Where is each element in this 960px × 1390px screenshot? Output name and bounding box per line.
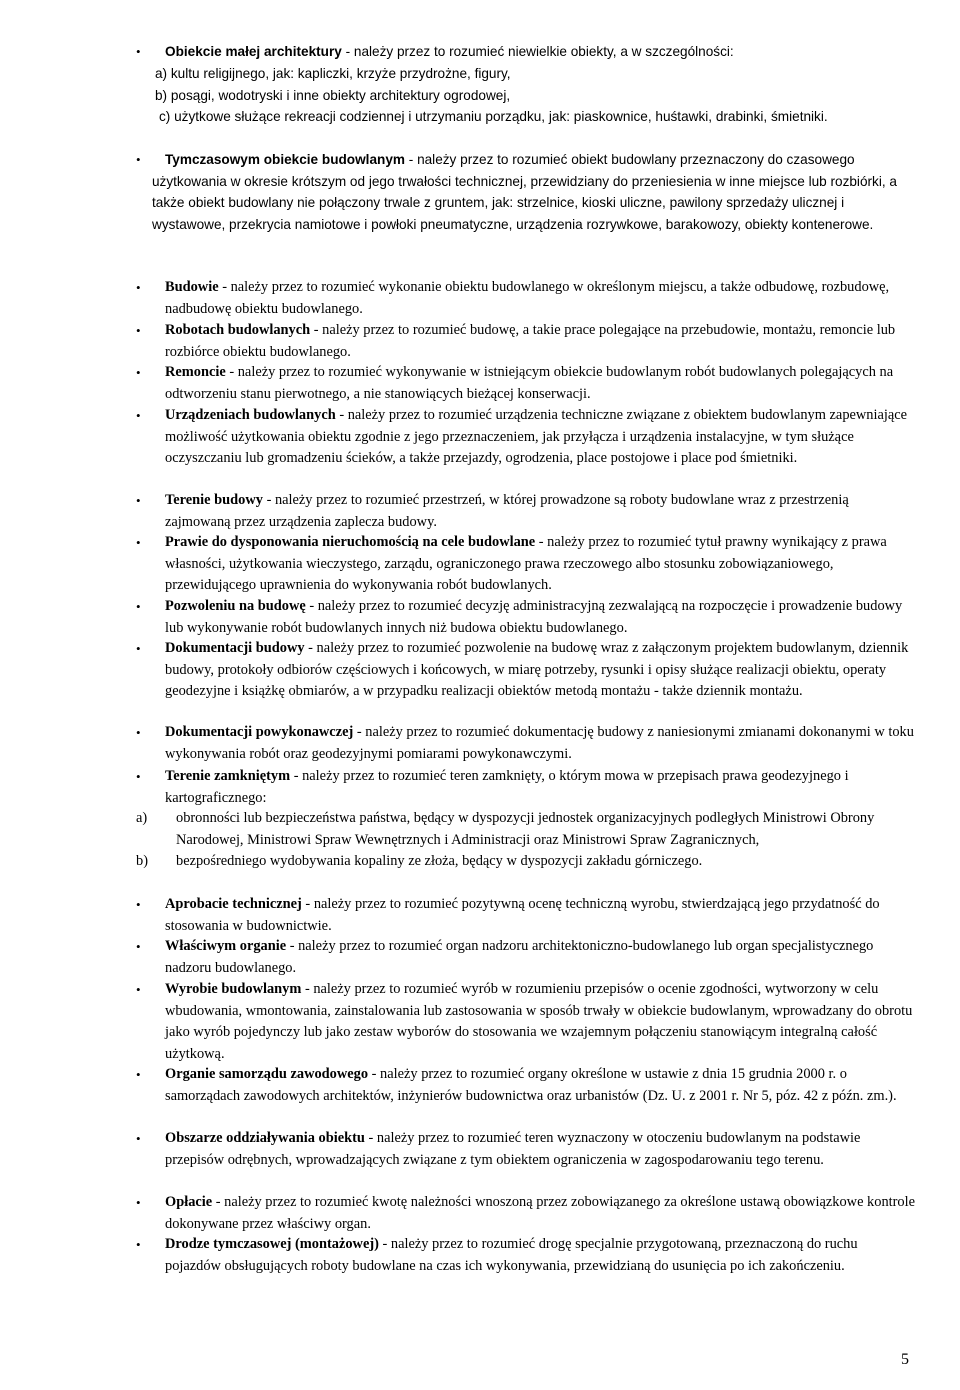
definition-text: - należy przez to rozumieć pozwolenie na budowę wraz z załączonym projektem budowlanym, dziennik budowy, protokoły odbiorów częściowych i końcowych, w miarę potrzeby, rysunki i opisy służące realizacji obiektu, operaty geodezyjne i książkę obmiarów, a w przypadku realizacji obiektów metodą montażu - także dziennik montażu. [165, 640, 909, 700]
bullet-icon [136, 1192, 141, 1214]
definition-text: - należy przez to rozumieć teren zamknięty, o którym mowa w przepisach prawa geodezyjnego i kartograficznego: [165, 768, 849, 806]
list-item: a) kultu religijnego, jak: kapliczki, krzyże przydrożne, figury, [155, 66, 511, 81]
definition-entry [165, 1128, 915, 1171]
definition-term: Terenie budowy [165, 492, 263, 508]
definition-entry [165, 1064, 915, 1107]
bullet-icon [136, 277, 141, 299]
definition-text: - należy przez to rozumieć drogę specjalnie przygotowaną, przeznaczoną do ruchu pojazdów obsługujących roboty budowlane na czas ich wykonywania, przewidzianą do usunięcia po ich zakończeniu. [165, 1236, 858, 1274]
definition-entry [165, 596, 915, 639]
definition-term: Tymczasowym obiekcie budowlanym [165, 152, 405, 167]
definition-term: Robotach budowlanych [165, 322, 311, 338]
definition-entry [165, 41, 915, 63]
list-item-label: b) [136, 853, 148, 870]
list-item-text: c) użytkowe służące rekreacji codziennej i utrzymaniu porządku, jak: piaskownice, huśtawki, drabinki, śmietniki. [159, 109, 828, 124]
bullet-icon [136, 320, 141, 342]
definition-text: - należy przez to rozumieć organy określone w ustawie z dnia 15 grudnia 2000 r. o samorządach zawodowych architektów, inżynierów budownictwa oraz urbanistów (Dz. U. z 2001 r. Nr 5, póz. 42 z późn. zm.). [165, 1066, 897, 1104]
bullet-icon [136, 936, 141, 958]
definition-text: - należy przez to rozumieć urządzenia techniczne związane z obiektem budowlanym zapewniające możliwość użytkowania obiektu zgodnie z jego przeznaczeniem, jak przyłącza i urządzenia instalacyjne, w tym służące oczyszczaniu lub gromadzeniu ścieków, a także przejazdy, ogrodzenia, place postojowe i place pod śmietniki. [165, 407, 908, 467]
definition-entry [165, 320, 915, 363]
closed-area-list [136, 808, 916, 873]
definition-text: - należy przez to rozumieć wykonywanie w istniejącym obiekcie budowlanym robót budowlanych polegających na odtworzeniu stanu pierwotnego, a nie stanowiących bieżącej konserwacji. [165, 364, 894, 402]
definition-text: - należy przez to rozumieć niewielkie obiekty, a w szczególności: [341, 44, 734, 59]
bullet-icon [136, 405, 141, 427]
list-item [159, 106, 899, 128]
definition-text: - należy przez to rozumieć teren wyznaczony w otoczeniu budowlanym na podstawie przepisów odrębnych, wprowadzających związane z tym obiektem ograniczenia w zagospodarowaniu tego terenu. [165, 1130, 861, 1168]
bullet-icon [136, 1128, 141, 1150]
definition-term: Organie samorządu zawodowego [165, 1066, 369, 1082]
bullet-icon [136, 532, 141, 554]
definition-entry [165, 638, 915, 703]
definition-text: - należy przez to rozumieć dokumentację budowy z naniesionymi zmianami dokonanymi w toku wykonywania robót oraz geodezyjnymi pomiarami powykonawczymi. [165, 724, 914, 762]
definition-text: - należy przez to rozumieć przestrzeń, w której prowadzone są roboty budowlane wraz z przestrzenią zajmowaną przez urządzenia zaplecza budowy. [165, 492, 849, 530]
bullet-icon [136, 362, 141, 384]
list-item [136, 808, 916, 851]
list-item-label: a) [136, 810, 148, 826]
bullet-icon [136, 1064, 141, 1086]
bullet-icon [136, 766, 141, 788]
definition-term: Urządzeniach budowlanych [165, 407, 336, 423]
definition-entry [165, 1234, 915, 1277]
definition-text: - należy przez to rozumieć pozytywną ocenę techniczną wyrobu, stwierdzającą jego przydatność do stosowania w budownictwie. [165, 896, 880, 934]
definition-entry [165, 405, 915, 470]
definition-term: Dokumentacji powykonawczej [165, 724, 354, 740]
definition-term: Aprobacie technicznej [165, 896, 302, 912]
bullet-icon [136, 596, 141, 618]
bullet-icon [136, 490, 141, 512]
definition-text: - należy przez to rozumieć organ nadzoru architektoniczno-budowlanego lub organ specjalistycznego nadzoru budowlanego. [165, 938, 874, 976]
definition-entry [165, 936, 915, 979]
definition-entry [165, 362, 915, 405]
list-item-text: bezpośredniego wydobywania kopaliny ze złoża, będący w dyspozycji zakładu górniczego. [176, 853, 703, 870]
definition-entry [165, 894, 915, 937]
definition-term: Remoncie [165, 364, 226, 380]
definition-text: - należy przez to rozumieć decyzję administracyjną zezwalającą na rozpoczęcie i prowadzenie budowy lub wykonywanie robót budowlanych innych niż budowa obiektu budowlanego. [165, 598, 903, 636]
definition-term: Obszarze oddziaływania obiektu [165, 1130, 365, 1146]
definition-entry [165, 532, 915, 597]
definition-term: Prawie do dysponowania nieruchomością na cele budowlane [165, 534, 536, 550]
definition-term: Właściwym organie [165, 938, 287, 954]
definition-entry [165, 979, 915, 1065]
definition-entry [152, 149, 912, 235]
bullet-icon [136, 1234, 141, 1256]
definition-entry [165, 722, 915, 765]
definition-term: Terenie zamkniętym [165, 768, 291, 784]
definition-entry [165, 277, 915, 320]
list-item [136, 851, 916, 873]
bullet-icon [136, 894, 141, 916]
bullet-icon [136, 979, 141, 1001]
page-number: 5 [901, 1351, 909, 1368]
list-item-text: obronności lub bezpieczeństwa państwa, będący w dyspozycji jednostek organizacyjnych podległych Ministrowi Obrony Narodowej, Ministrowi Spraw Wewnętrznych i Administracji oraz Ministrowi Spraw Zagranicznych, [176, 810, 875, 848]
bullet-icon [136, 149, 141, 171]
bullet-icon [136, 41, 141, 63]
definition-term: Wyrobie budowlanym [165, 981, 302, 997]
definition-term: Obiekcie małej architektury [165, 44, 342, 59]
bullet-icon [136, 722, 141, 744]
list-item: b) posągi, wodotryski i inne obiekty architektury ogrodowej, [155, 88, 511, 103]
definition-text: - należy przez to rozumieć wyrób w rozumieniu przepisów o ocenie zgodności, wytworzony w celu wbudowania, wmontowania, zainstalowania lub zastosowania w sposób trwały w obiekcie budowlanym, wprowadzany do obrotu jako wyrób pojedynczy lub jako zestaw wyborów do stosowania we wzajemnym połączeniu stanowiącym integralną całość użytkową. [165, 981, 913, 1062]
bullet-icon [136, 638, 141, 660]
definition-text: - należy przez to rozumieć obiekt budowlany przeznaczony do czasowego użytkowania w okresie krótszym od jego trwałości technicznej, przewidziany do przeniesienia w inne miejsce lub rozbiórki, a także obiekt budowlany nie połączony trwale z gruntem, jak: strzelnice, kioski uliczne, pawilony sprzedaży ulicznej i wystawowe, przekrycia namiotowe i powłoki pneumatyczne, urządzenia rozrywkowe, barakowozy, obiekty kontenerowe. [152, 152, 897, 232]
definition-text: - należy przez to rozumieć budowę, a takie prace polegające na przebudowie, montażu, remoncie lub rozbiórce obiektu budowlanego. [165, 322, 896, 360]
definition-term: Drodze tymczasowej (montażowej) [165, 1236, 379, 1252]
definition-entry [165, 490, 915, 533]
definition-entry [165, 766, 915, 809]
definition-text: - należy przez to rozumieć kwotę należności wnoszoną przez zobowiązanego za określone ustawą obowiązkowe kontrole dokonywane przez właściwy organ. [165, 1194, 916, 1232]
definition-entry [165, 1192, 915, 1235]
definition-term: Pozwoleniu na budowę [165, 598, 306, 614]
definition-term: Budowie [165, 279, 219, 295]
definition-text: - należy przez to rozumieć tytuł prawny wynikający z prawa własności, użytkowania wieczystego, zarządu, ograniczonego prawa rzeczowego albo stosunku zobowiązaniowego, przewidującego uprawnienia do wykonywania robót budowlanych. [165, 534, 887, 594]
definition-term: Opłacie [165, 1194, 213, 1210]
definition-text: - należy przez to rozumieć wykonanie obiektu budowlanego w określonym miejscu, a także odbudowę, rozbudowę, nadbudowę obiektu budowlanego. [165, 279, 890, 317]
definition-term: Dokumentacji budowy [165, 640, 305, 656]
